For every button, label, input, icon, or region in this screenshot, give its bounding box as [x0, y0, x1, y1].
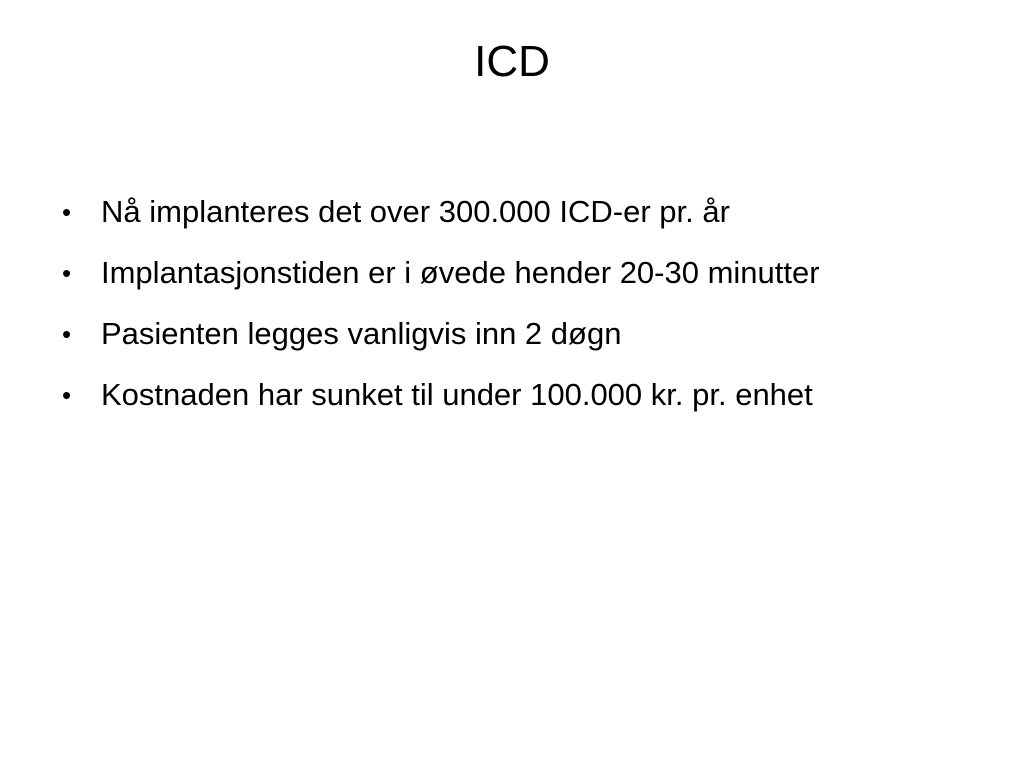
- bullet-text: Pasienten legges vanligvis inn 2 døgn: [101, 316, 622, 351]
- bullet-dot-icon: •: [62, 197, 72, 227]
- bullet-item: [60, 373, 960, 417]
- bullet-dot-icon: •: [62, 258, 72, 288]
- bullet-dot-icon: •: [62, 380, 72, 410]
- bullet-list: [60, 190, 960, 434]
- bullet-item: [60, 312, 960, 356]
- bullet-item: [60, 251, 960, 295]
- bullet-text: Implantasjonstiden er i øvede hender 20-30 minutter: [101, 255, 820, 290]
- bullet-item: [60, 190, 960, 234]
- bullet-dot-icon: •: [62, 319, 72, 349]
- slide-title: ICD: [474, 37, 550, 86]
- bullet-text: Nå implanteres det over 300.000 ICD-er pr. år: [101, 194, 730, 229]
- bullet-text: Kostnaden har sunket til under 100.000 kr. pr. enhet: [101, 377, 813, 412]
